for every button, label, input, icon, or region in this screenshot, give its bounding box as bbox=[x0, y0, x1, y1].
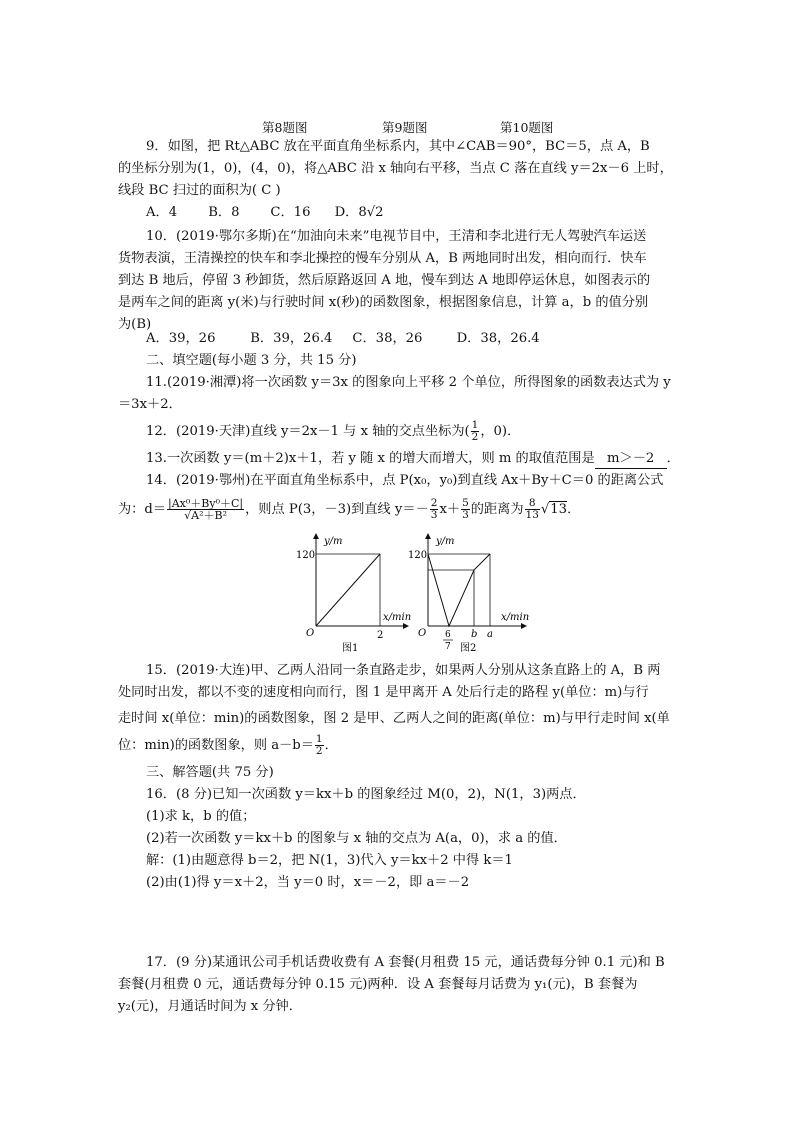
q9-line-2: 的坐标分别为(1，0)，(4，0)，将△ABC 沿 x 轴向右平移，当点 C 落在直线 y＝2x－6 上时， bbox=[118, 161, 673, 176]
figure-caption-10: 第10题图 bbox=[500, 120, 554, 135]
fig2-x-tick-num: 6 bbox=[445, 630, 451, 640]
q14-text: ，则点 P(3，－3)到直线 y＝－ bbox=[245, 502, 429, 517]
figure-1 bbox=[296, 534, 411, 654]
q14-text-2: x＋ bbox=[439, 502, 461, 517]
q17-line-3: y₂(元)，月通话时间为 x 分钟． bbox=[118, 999, 302, 1014]
q14-line-1: 14．(2019·鄂州)在平面直角坐标系中，点 P(x₀，y₀)到直线 Ax＋By＋C＝0 的距离公式 bbox=[146, 473, 664, 488]
q13-line bbox=[146, 450, 680, 469]
figure-2 bbox=[408, 534, 529, 654]
q11-line-2: ＝3x＋2． bbox=[118, 397, 182, 412]
q10-line-4: 是两车之间的距离 y(米)与行驶时间 x(秒)的函数图象，根据图象信息，计算 a，b 的值分别 bbox=[118, 295, 649, 310]
q10-option-b: B．39，26.4 bbox=[250, 331, 333, 346]
q14-text-end: ． bbox=[567, 502, 581, 517]
q11-line-1: 11.(2019·湘潭)将一次函数 y＝3x 的图象向上平移 2 个单位，所得图象的函数表达式为 y bbox=[146, 375, 671, 390]
q16-line-3: (2)若一次函数 y＝kx＋b 的图象与 x 轴的交点为 A(a，0)，求 a 的值． bbox=[146, 831, 567, 846]
fig2-caption: 图2 bbox=[460, 643, 477, 654]
fig2-x-b: b bbox=[471, 629, 478, 640]
q16-line-1: 16．(8 分)已知一次函数 y＝kx＋b 的图象经过 M(0，2)，N(1，3)两点． bbox=[146, 787, 586, 802]
fig1-x-label: x/min bbox=[383, 612, 412, 623]
q10-option-d: D．38，26.4 bbox=[456, 331, 540, 346]
fig2-origin: O bbox=[418, 628, 427, 639]
q14-line-2 bbox=[118, 498, 580, 521]
fig2-distance-line bbox=[428, 554, 490, 626]
q15-line-3: 走时间 x(单位：min)的函数图象，图 2 是甲、乙两人之间的距离(单位：m)与甲行走时间 x(单 bbox=[118, 711, 670, 726]
q9-options bbox=[146, 204, 384, 222]
q17-line-1: 17．(9 分)某通讯公司手机话费收费有 A 套餐(月租费 15 元，通话费每分钟 0.1 元)和 B bbox=[146, 955, 665, 970]
q15-line-2: 处同时出发，都以不变的速度相向而行，图 1 是甲离开 A 处后行走的路程 y(单位：m)与行 bbox=[118, 685, 649, 700]
q15-line-4 bbox=[118, 734, 338, 757]
q16-line-2: (1)求 k，b 的值； bbox=[146, 809, 256, 824]
q15-line-1: 15．(2019·大连)甲、乙两人沿同一条直路走步，如果两人分别从这条直路上的 A，B 两 bbox=[146, 663, 661, 678]
q14-fraction-2: $\frac{5}{3}$ bbox=[462, 497, 469, 521]
fig1-origin: O bbox=[306, 628, 315, 639]
q15-text: 位：min)的函数图象，则 a－b＝ bbox=[118, 738, 314, 753]
q14-formula-label: 为：d＝ bbox=[118, 502, 167, 517]
q10-line-2: 货物表演，王清操控的快车和李北操控的慢车分别从 A，B 两地同时出发，相向而行．快车 bbox=[118, 251, 647, 266]
q12-text-end: ，0)． bbox=[480, 424, 521, 439]
fig2-x-a: a bbox=[487, 629, 493, 640]
figure-caption-9: 第9题图 bbox=[382, 120, 428, 135]
fig1-caption: 图1 bbox=[342, 643, 359, 654]
q14-fraction-1: $\frac{2}{3}$ bbox=[430, 497, 438, 521]
q14-sqrt: √13 bbox=[540, 502, 568, 517]
q15-figures bbox=[286, 530, 536, 656]
q9-line-1: 9．如图，把 Rt△ABC 放在平面直角坐标系内，其中∠CAB＝90°，BC＝5，点 A，B bbox=[146, 139, 650, 154]
fig2-x-label: x/min bbox=[501, 612, 530, 623]
q9-option-a: A．4 bbox=[146, 205, 178, 220]
q15-answer-fraction: $\frac{1}{2}$ bbox=[315, 733, 323, 757]
q12-text: 12．(2019·天津)直线 y＝2x－1 与 x 轴的交点坐标为( bbox=[146, 424, 470, 439]
fig1-y-tick: 120 bbox=[296, 550, 316, 561]
fig2-x-tick-den: 7 bbox=[445, 642, 451, 652]
q16-solution-1: 解：(1)由题意得 b＝2，把 N(1，3)代入 y＝kx＋2 中得 k＝1 bbox=[146, 853, 513, 868]
q9-option-b: B．8 bbox=[208, 205, 240, 220]
q10-option-c: C．38，26 bbox=[352, 331, 423, 346]
q17-line-2: 套餐(月租费 0 元，通话费每分钟 0.15 元)两种．设 A 套餐每月话费为 y₁(元)，B 套餐为 bbox=[118, 977, 638, 992]
q14-fraction-3: $\frac{8}{13}$ bbox=[525, 497, 539, 521]
q10-line-5: 为(B) bbox=[118, 317, 152, 332]
q15-text-end: ． bbox=[324, 738, 338, 753]
fig2-y-label: y/m bbox=[436, 536, 455, 547]
q13-text: 13.一次函数 y＝(m＋2)x＋1，若 y 随 x 的增大而增大，则 m 的取值范围是 bbox=[146, 451, 595, 466]
section-3-heading: 三、解答题(共 75 分) bbox=[146, 765, 274, 780]
figure-caption-8: 第8题图 bbox=[262, 120, 308, 135]
q10-options bbox=[146, 330, 540, 348]
fig2-y-tick: 120 bbox=[408, 550, 428, 561]
q9-line-3: 线段 BC 扫过的面积为( C ) bbox=[118, 183, 281, 198]
fig1-x-tick: 2 bbox=[377, 630, 384, 641]
fig1-y-label: y/m bbox=[324, 536, 343, 547]
q14-distance-formula: $\frac{\text{|Ax⁰＋By⁰＋C|}}{\text{√A²＋B²}}$ bbox=[168, 497, 244, 522]
q16-solution-2: (2)由(1)得 y＝x＋2，当 y＝0 时，x＝－2，即 a＝－2 bbox=[146, 875, 470, 890]
q9-option-d: D．8√2 bbox=[334, 205, 384, 220]
q9-option-c: C．16 bbox=[270, 205, 311, 220]
q10-line-1: 10．(2019·鄂尔多斯)在“加油向未来”电视节目中，王清和李北进行无人驾驶汽车运送 bbox=[146, 229, 647, 244]
q12-line bbox=[146, 420, 520, 443]
section-2-heading: 二、填空题(每小题 3 分，共 15 分) bbox=[146, 353, 357, 368]
q13-text-end: ． bbox=[666, 451, 680, 466]
q10-line-3: 到达 B 地后，停留 3 秒卸货，然后原路返回 A 地，慢车到达 A 地即停运休息，如图表示的 bbox=[118, 273, 651, 288]
q10-option-a: A．39，26 bbox=[146, 331, 216, 346]
fig1-line bbox=[316, 554, 380, 626]
q12-fraction: $\frac{1}{2}$ bbox=[471, 419, 479, 443]
q14-text-3: 的距离为 bbox=[470, 502, 524, 517]
q13-answer-blank: m＞－2 bbox=[595, 450, 667, 469]
